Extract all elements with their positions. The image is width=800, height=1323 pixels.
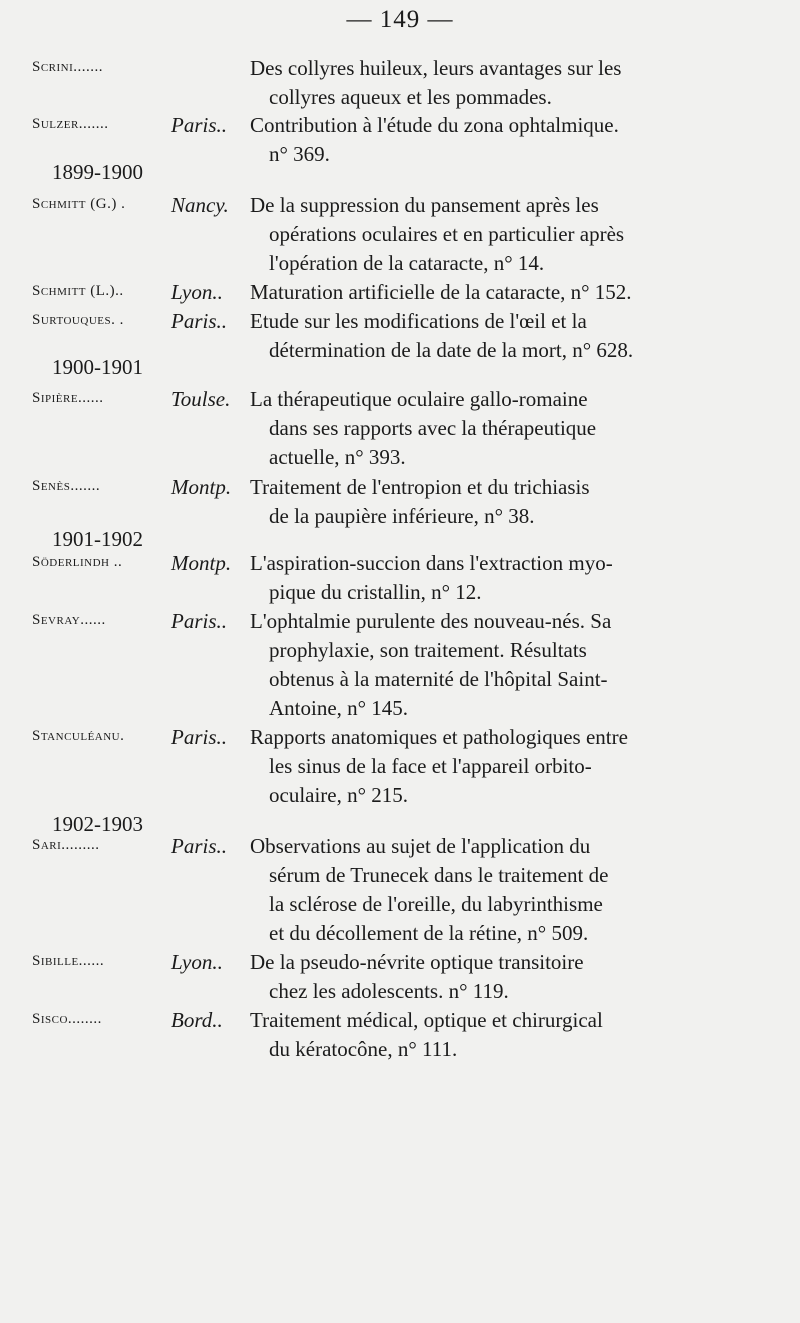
title-line: actuelle, n° 393.	[269, 445, 406, 469]
title-line: et du décollement de la rétine, n° 509.	[269, 921, 589, 945]
city-name: Bord..	[171, 1008, 223, 1032]
author-name: Scrini.......	[32, 59, 104, 75]
title-line: obtenus à la maternité de l'hôpital Saint-	[269, 667, 608, 691]
city-name: Paris..	[171, 725, 228, 749]
title-line: du kératocône, n° 111.	[269, 1037, 458, 1061]
author-name: Söderlindh ..	[32, 554, 123, 570]
city-name: Paris..	[171, 834, 228, 858]
title-line: Des collyres huileux, leurs avantages sur les	[250, 56, 622, 80]
title-line: chez les adolescents. n° 119.	[269, 979, 509, 1003]
city-name: Lyon..	[171, 950, 223, 974]
title-line: opérations oculaires et en particulier après	[269, 222, 625, 246]
title-line: pique du cristallin, n° 12.	[269, 580, 482, 604]
title-line: Etude sur les modifications de l'œil et la	[250, 309, 587, 333]
title-line: Maturation artificielle de la cataracte, n° 152.	[250, 280, 632, 304]
author-name: Sevray......	[32, 612, 106, 628]
city-name: Lyon..	[171, 280, 223, 304]
title-line: Traitement médical, optique et chirurgical	[250, 1008, 603, 1032]
city-name: Toulse.	[171, 387, 231, 411]
city-name: Montp.	[171, 551, 232, 575]
page-number: — 149 —	[346, 6, 454, 33]
author-name: Schmitt (G.) .	[32, 196, 126, 212]
title-line: L'aspiration-succion dans l'extraction myo-	[250, 551, 613, 575]
title-line: Contribution à l'étude du zona ophtalmique.	[250, 113, 619, 137]
title-line: oculaire, n° 215.	[269, 783, 409, 807]
author-name: Senès.......	[32, 478, 101, 494]
title-line: Observations au sujet de l'application du	[250, 834, 591, 858]
title-line: détermination de la date de la mort, n° 628.	[269, 338, 634, 362]
author-name: Sari.........	[32, 837, 100, 853]
title-line: Rapports anatomiques et pathologiques entre	[250, 725, 628, 749]
title-line: de la paupière inférieure, n° 38.	[269, 504, 535, 528]
author-name: Sipière......	[32, 390, 104, 406]
year-heading: 1899-1900	[52, 160, 143, 184]
city-name: Paris..	[171, 113, 228, 137]
title-line: L'ophtalmie purulente des nouveau-nés. Sa	[250, 609, 612, 633]
title-line: Traitement de l'entropion et du trichiasis	[250, 475, 590, 499]
author-name: Sulzer.......	[32, 116, 109, 132]
title-line: De la suppression du pansement après les	[250, 193, 599, 217]
author-name: Schmitt (L.)..	[32, 283, 124, 299]
city-name: Paris..	[171, 309, 228, 333]
author-name: Stanculéanu.	[32, 728, 125, 744]
title-line: collyres aqueux et les pommades.	[269, 85, 552, 109]
year-heading: 1902-1903	[52, 812, 143, 836]
year-heading: 1900-1901	[52, 355, 143, 379]
title-line: La thérapeutique oculaire gallo-romaine	[250, 387, 588, 411]
author-name: Surtouques. .	[32, 312, 124, 328]
city-name: Montp.	[171, 475, 232, 499]
title-line: dans ses rapports avec la thérapeutique	[269, 416, 597, 440]
year-heading: 1901-1902	[52, 527, 143, 551]
title-line: les sinus de la face et l'appareil orbito-	[269, 754, 592, 778]
title-line: prophylaxie, son traitement. Résultats	[269, 638, 587, 662]
city-name: Nancy.	[171, 193, 229, 217]
title-line: Antoine, n° 145.	[269, 696, 409, 720]
title-line: la sclérose de l'oreille, du labyrinthisme	[269, 892, 603, 916]
title-line: l'opération de la cataracte, n° 14.	[269, 251, 545, 275]
title-line: sérum de Trunecek dans le traitement de	[269, 863, 609, 887]
author-name: Sibille......	[32, 953, 105, 969]
author-name: Sisco........	[32, 1011, 102, 1027]
title-line: De la pseudo-névrite optique transitoire	[250, 950, 584, 974]
city-name: Paris..	[171, 609, 228, 633]
title-line: n° 369.	[269, 142, 330, 166]
